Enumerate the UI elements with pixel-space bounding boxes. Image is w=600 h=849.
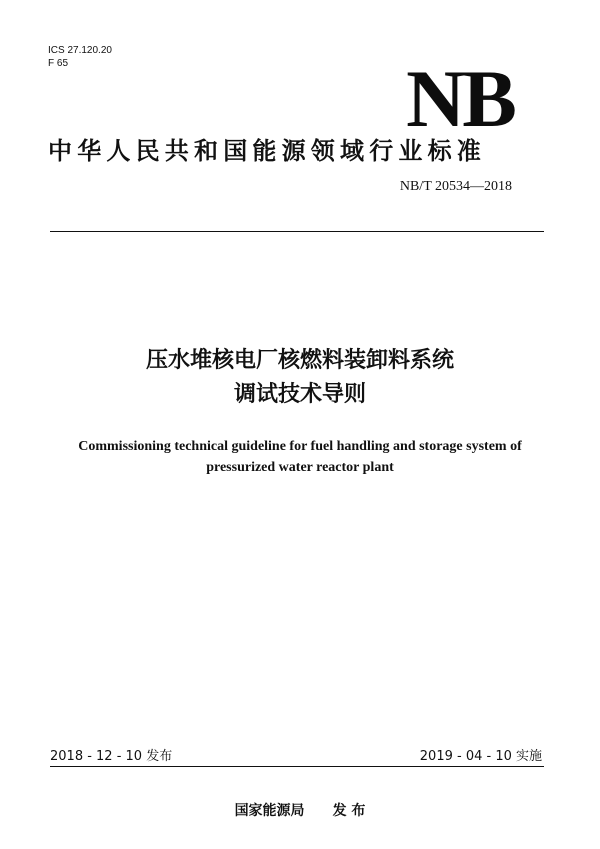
chinese-title-line-2: 调试技术导则 [233, 382, 366, 407]
issuing-authority [0, 800, 600, 820]
bottom-divider [50, 766, 544, 767]
top-divider [50, 231, 544, 232]
english-title-line-1: Commissioning technical guideline for fuel handling and storage system of [78, 439, 522, 454]
english-title [0, 436, 600, 478]
class-code: F 65 [48, 58, 69, 69]
issuer-name: 国家能源局 [234, 803, 305, 819]
standard-number: NB/T 20534—2018 [399, 179, 512, 194]
publish-date: 2018 - 12 - 10 发布 [50, 749, 173, 764]
nb-logo: NB [406, 53, 514, 144]
chinese-title-line-1: 压水堆核电厂核燃料装卸料系统 [145, 348, 454, 373]
english-title-line-2: pressurized water reactor plant [206, 460, 394, 475]
chinese-title [0, 344, 600, 412]
implementation-date: 2019 - 04 - 10 实施 [419, 749, 542, 764]
standard-category-title: 中华人民共和国能源领域行业标准 [48, 137, 486, 165]
ics-code: ICS 27.120.20 [48, 45, 112, 56]
issue-label: 发 布 [332, 803, 366, 819]
classification-codes [48, 44, 112, 70]
